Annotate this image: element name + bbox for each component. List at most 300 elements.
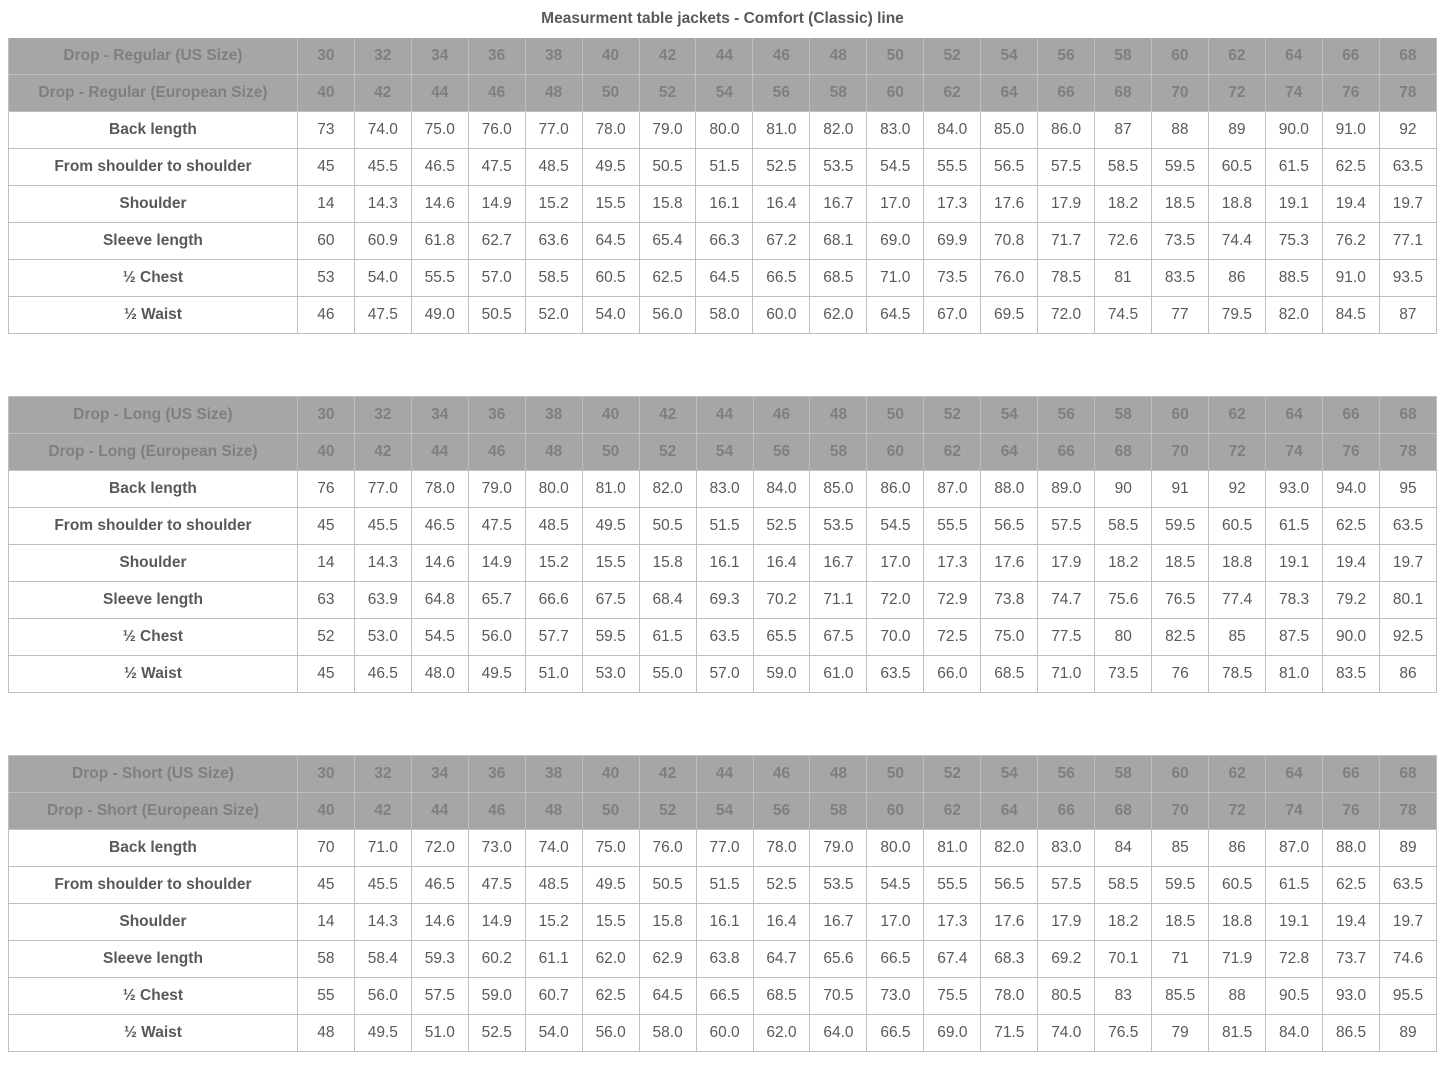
measurement-value: 57.7 <box>525 619 582 656</box>
measurement-value: 61.5 <box>639 619 696 656</box>
measurement-value: 14 <box>297 904 354 941</box>
header-label-us-regular: Drop - Regular (US Size) <box>9 38 298 75</box>
header-row-eu-short <box>9 793 1437 830</box>
measurement-value: 65.4 <box>639 223 696 260</box>
size-header-eu: 56 <box>753 793 810 830</box>
size-header-eu: 40 <box>297 434 354 471</box>
measurement-value: 63.5 <box>696 619 753 656</box>
size-header-eu: 52 <box>639 793 696 830</box>
size-header-eu: 72 <box>1208 75 1265 112</box>
measurement-value: 61.0 <box>810 656 867 693</box>
measurement-value: 72.0 <box>867 582 924 619</box>
measurement-value: 57.5 <box>1038 508 1095 545</box>
measurement-value: 52.5 <box>468 1015 525 1052</box>
measurement-value: 63.6 <box>525 223 582 260</box>
size-header-us: 44 <box>696 38 753 75</box>
size-header-eu: 58 <box>810 793 867 830</box>
measurement-value: 70.1 <box>1095 941 1152 978</box>
measurement-value: 77.4 <box>1209 582 1266 619</box>
measurement-value: 87 <box>1095 112 1152 149</box>
measurement-value: 59.5 <box>1151 149 1208 186</box>
table-row <box>9 260 1437 297</box>
size-header-eu: 52 <box>639 434 696 471</box>
measurement-value: 91.0 <box>1322 260 1379 297</box>
measurement-value: 70.5 <box>810 978 867 1015</box>
measurement-value: 50.5 <box>639 508 696 545</box>
measurement-label: ½ Chest <box>9 978 298 1015</box>
measurement-value: 62.5 <box>582 978 639 1015</box>
header-label-us-long: Drop - Long (US Size) <box>9 397 298 434</box>
size-header-eu: 56 <box>753 75 810 112</box>
measurement-value: 76 <box>297 471 354 508</box>
measurement-value: 68.5 <box>753 978 810 1015</box>
size-header-eu: 66 <box>1038 75 1095 112</box>
size-header-us: 64 <box>1265 38 1322 75</box>
measurement-value: 80.0 <box>525 471 582 508</box>
measurement-value: 47.5 <box>354 297 411 334</box>
measurement-value: 52 <box>297 619 354 656</box>
measurement-value: 63.9 <box>354 582 411 619</box>
measurement-value: 55.0 <box>639 656 696 693</box>
table-row <box>9 978 1437 1015</box>
measurement-label: ½ Chest <box>9 260 298 297</box>
measurement-value: 48.5 <box>525 867 582 904</box>
measurement-value: 79.0 <box>810 830 867 867</box>
measurement-value: 61.1 <box>525 941 582 978</box>
measurement-value: 83.0 <box>1038 830 1095 867</box>
measurement-value: 52.5 <box>753 867 810 904</box>
size-header-eu: 48 <box>525 75 582 112</box>
size-header-us: 40 <box>582 397 639 434</box>
size-header-eu: 74 <box>1266 434 1323 471</box>
measurement-value: 78.5 <box>1209 656 1266 693</box>
measurement-value: 63.5 <box>1379 149 1436 186</box>
title-row <box>9 1 1437 38</box>
measurement-value: 67.2 <box>753 223 810 260</box>
measurement-value: 48.5 <box>525 508 582 545</box>
measurement-value: 18.5 <box>1151 186 1208 223</box>
size-header-us: 32 <box>354 756 411 793</box>
measurement-value: 79.5 <box>1208 297 1265 334</box>
measurement-value: 66.5 <box>867 1015 924 1052</box>
measurement-value: 58.5 <box>1095 508 1152 545</box>
size-header-eu: 40 <box>297 793 354 830</box>
measurement-value: 58 <box>297 941 354 978</box>
measurement-value: 69.0 <box>924 1015 981 1052</box>
size-header-eu: 44 <box>411 793 468 830</box>
measurement-value: 92 <box>1209 471 1266 508</box>
measurement-value: 52.5 <box>753 508 810 545</box>
size-header-us: 40 <box>582 38 639 75</box>
measurement-value: 65.7 <box>468 582 525 619</box>
size-header-us: 56 <box>1038 38 1095 75</box>
measurement-value: 66.0 <box>924 656 981 693</box>
measurement-value: 54.0 <box>582 297 639 334</box>
measurement-value: 74.6 <box>1380 941 1437 978</box>
header-row-eu-regular <box>9 75 1437 112</box>
size-header-eu: 64 <box>981 793 1038 830</box>
measurement-value: 56.0 <box>582 1015 639 1052</box>
measurement-value: 53 <box>297 260 354 297</box>
measurement-value: 60.5 <box>582 260 639 297</box>
measurement-value: 68.4 <box>639 582 696 619</box>
measurement-value: 78.0 <box>753 830 810 867</box>
measurement-value: 85 <box>1152 830 1209 867</box>
size-header-eu: 54 <box>696 793 753 830</box>
header-row-us-long <box>9 397 1437 434</box>
measurement-value: 76.0 <box>468 112 525 149</box>
header-row-us-short <box>9 756 1437 793</box>
size-header-us: 68 <box>1380 756 1437 793</box>
measurement-value: 19.4 <box>1323 904 1380 941</box>
measurement-value: 17.6 <box>981 186 1038 223</box>
size-header-us: 68 <box>1380 397 1437 434</box>
measurement-value: 50.5 <box>468 297 525 334</box>
tables-root <box>8 0 1437 1052</box>
measurement-value: 14 <box>297 545 354 582</box>
measurement-value: 55.5 <box>924 867 981 904</box>
measurement-label: Back length <box>9 830 298 867</box>
size-header-us: 58 <box>1095 397 1152 434</box>
size-header-eu: 52 <box>639 75 696 112</box>
measurement-value: 93.0 <box>1266 471 1323 508</box>
measurement-value: 66.3 <box>696 223 753 260</box>
measurement-value: 80.0 <box>867 830 924 867</box>
measurement-value: 87.0 <box>1266 830 1323 867</box>
size-header-eu: 54 <box>696 434 753 471</box>
measurement-value: 17.0 <box>867 186 924 223</box>
measurement-value: 79.2 <box>1323 582 1380 619</box>
size-header-us: 50 <box>867 756 924 793</box>
size-header-eu: 74 <box>1265 75 1322 112</box>
measurement-value: 49.0 <box>411 297 468 334</box>
measurement-value: 62.0 <box>753 1015 810 1052</box>
measurement-value: 64.5 <box>639 978 696 1015</box>
size-header-us: 50 <box>867 38 924 75</box>
table-row <box>9 830 1437 867</box>
measurement-value: 17.3 <box>924 545 981 582</box>
measurement-value: 89 <box>1380 830 1437 867</box>
measurement-value: 81.5 <box>1209 1015 1266 1052</box>
measurement-value: 15.8 <box>639 186 696 223</box>
measurement-value: 17.3 <box>924 904 981 941</box>
measurement-value: 92 <box>1379 112 1436 149</box>
measurement-value: 86.0 <box>867 471 924 508</box>
size-header-eu: 72 <box>1209 793 1266 830</box>
measurement-label: Sleeve length <box>9 582 298 619</box>
size-header-us: 42 <box>639 397 696 434</box>
measurement-label: Sleeve length <box>9 223 298 260</box>
measurement-value: 80 <box>1095 619 1152 656</box>
measurement-value: 90.0 <box>1323 619 1380 656</box>
measurement-value: 19.7 <box>1380 545 1437 582</box>
measurement-value: 19.1 <box>1265 186 1322 223</box>
measurement-value: 14.6 <box>411 904 468 941</box>
measurement-value: 78.5 <box>1038 260 1095 297</box>
measurement-value: 72.0 <box>1038 297 1095 334</box>
measurement-value: 72.5 <box>924 619 981 656</box>
measurement-value: 83.0 <box>867 112 924 149</box>
measurement-value: 72.9 <box>924 582 981 619</box>
measurement-label: ½ Waist <box>9 1015 298 1052</box>
size-header-eu: 64 <box>981 75 1038 112</box>
measurement-value: 80.0 <box>696 112 753 149</box>
size-header-us: 60 <box>1151 38 1208 75</box>
measurement-value: 77 <box>1151 297 1208 334</box>
measurement-value: 94.0 <box>1323 471 1380 508</box>
size-header-us: 30 <box>297 397 354 434</box>
measurement-value: 72.6 <box>1095 223 1152 260</box>
measurement-value: 89.0 <box>1038 471 1095 508</box>
size-header-us: 48 <box>810 756 867 793</box>
size-header-us: 62 <box>1208 38 1265 75</box>
measurement-value: 62.9 <box>639 941 696 978</box>
measurement-value: 66.5 <box>696 978 753 1015</box>
measurement-value: 60 <box>297 223 354 260</box>
measurement-value: 89 <box>1380 1015 1437 1052</box>
measurement-value: 60.5 <box>1209 508 1266 545</box>
size-header-eu: 54 <box>696 75 753 112</box>
size-header-eu: 76 <box>1322 75 1379 112</box>
measurement-value: 92.5 <box>1380 619 1437 656</box>
size-header-us: 34 <box>411 38 468 75</box>
measurement-value: 63.8 <box>696 941 753 978</box>
table-row <box>9 619 1437 656</box>
measurement-label: Back length <box>9 471 298 508</box>
measurement-value: 75.5 <box>924 978 981 1015</box>
measurement-value: 17.9 <box>1038 904 1095 941</box>
size-header-eu: 66 <box>1038 793 1095 830</box>
measurement-value: 67.0 <box>924 297 981 334</box>
measurement-value: 87.5 <box>1266 619 1323 656</box>
size-header-us: 62 <box>1209 756 1266 793</box>
size-header-eu: 44 <box>411 75 468 112</box>
header-label-eu-short: Drop - Short (European Size) <box>9 793 298 830</box>
table-row <box>9 656 1437 693</box>
size-header-eu: 70 <box>1151 75 1208 112</box>
table-row <box>9 471 1437 508</box>
measurement-value: 45.5 <box>354 508 411 545</box>
measurement-value: 49.5 <box>468 656 525 693</box>
measurement-value: 78.0 <box>582 112 639 149</box>
measurement-value: 81 <box>1095 260 1152 297</box>
measurement-value: 57.0 <box>696 656 753 693</box>
measurement-value: 70.2 <box>753 582 810 619</box>
measurement-value: 83.0 <box>696 471 753 508</box>
measurement-value: 62.5 <box>1322 149 1379 186</box>
measurement-value: 65.5 <box>753 619 810 656</box>
measurement-value: 59.5 <box>1152 867 1209 904</box>
measurement-value: 19.4 <box>1323 545 1380 582</box>
measurement-value: 69.5 <box>981 297 1038 334</box>
measurement-value: 46 <box>297 297 354 334</box>
measurement-value: 76.5 <box>1095 1015 1152 1052</box>
measurement-value: 53.5 <box>810 508 867 545</box>
measurement-value: 76.0 <box>639 830 696 867</box>
size-header-eu: 50 <box>582 793 639 830</box>
measurement-label: From shoulder to shoulder <box>9 508 298 545</box>
measurement-value: 15.8 <box>639 904 696 941</box>
measurement-value: 46.5 <box>354 656 411 693</box>
measurement-value: 51.5 <box>696 149 753 186</box>
measurement-table-long <box>8 396 1437 693</box>
measurement-value: 15.2 <box>525 545 582 582</box>
measurement-value: 17.3 <box>924 186 981 223</box>
measurement-value: 14 <box>297 186 354 223</box>
measurement-value: 59.5 <box>582 619 639 656</box>
size-header-eu: 68 <box>1095 434 1152 471</box>
size-header-us: 58 <box>1095 756 1152 793</box>
measurement-value: 14.9 <box>468 186 525 223</box>
size-header-us: 34 <box>411 397 468 434</box>
size-header-us: 32 <box>354 38 411 75</box>
measurement-value: 85.5 <box>1152 978 1209 1015</box>
size-header-eu: 50 <box>582 434 639 471</box>
measurement-value: 14.3 <box>354 545 411 582</box>
measurement-value: 78.3 <box>1266 582 1323 619</box>
measurement-value: 15.8 <box>639 545 696 582</box>
measurement-value: 66.5 <box>867 941 924 978</box>
measurement-value: 49.5 <box>582 867 639 904</box>
table-row <box>9 1015 1437 1052</box>
measurement-value: 86.0 <box>1038 112 1095 149</box>
size-header-us: 36 <box>468 756 525 793</box>
measurement-value: 69.0 <box>867 223 924 260</box>
measurement-value: 69.2 <box>1038 941 1095 978</box>
measurement-value: 52.5 <box>753 149 810 186</box>
measurement-value: 67.4 <box>924 941 981 978</box>
measurement-value: 68.5 <box>981 656 1038 693</box>
measurement-value: 16.7 <box>810 545 867 582</box>
measurement-value: 46.5 <box>411 149 468 186</box>
measurement-value: 56.0 <box>354 978 411 1015</box>
size-header-us: 66 <box>1323 397 1380 434</box>
measurement-value: 56.5 <box>981 149 1038 186</box>
size-header-us: 52 <box>924 397 981 434</box>
measurement-value: 81.0 <box>753 112 810 149</box>
size-header-eu: 44 <box>411 434 468 471</box>
measurement-value: 16.7 <box>810 186 867 223</box>
measurement-value: 74.0 <box>525 830 582 867</box>
measurement-value: 53.5 <box>810 867 867 904</box>
size-header-us: 68 <box>1379 38 1436 75</box>
size-header-us: 30 <box>297 756 354 793</box>
measurement-value: 86.5 <box>1323 1015 1380 1052</box>
size-header-us: 48 <box>810 397 867 434</box>
measurement-value: 55.5 <box>924 508 981 545</box>
measurement-value: 19.4 <box>1322 186 1379 223</box>
measurement-value: 71 <box>1152 941 1209 978</box>
measurement-value: 18.8 <box>1209 545 1266 582</box>
measurement-value: 82.0 <box>1265 297 1322 334</box>
measurement-value: 17.9 <box>1038 186 1095 223</box>
size-header-eu: 48 <box>525 793 582 830</box>
measurement-value: 84.0 <box>1266 1015 1323 1052</box>
measurement-value: 48.0 <box>411 656 468 693</box>
table-row <box>9 582 1437 619</box>
size-header-us: 54 <box>981 397 1038 434</box>
measurement-value: 62.5 <box>639 260 696 297</box>
size-header-us: 52 <box>924 756 981 793</box>
measurement-label: ½ Chest <box>9 619 298 656</box>
measurement-value: 15.5 <box>582 186 639 223</box>
measurement-value: 73.7 <box>1323 941 1380 978</box>
size-header-eu: 42 <box>354 75 411 112</box>
measurement-value: 45.5 <box>354 149 411 186</box>
size-header-us: 56 <box>1038 397 1095 434</box>
size-header-us: 60 <box>1152 756 1209 793</box>
size-header-us: 40 <box>582 756 639 793</box>
measurement-value: 69.9 <box>924 223 981 260</box>
size-header-us: 54 <box>981 756 1038 793</box>
measurement-value: 84.5 <box>1322 297 1379 334</box>
measurement-value: 67.5 <box>582 582 639 619</box>
measurement-value: 18.2 <box>1095 186 1152 223</box>
measurement-value: 60.0 <box>696 1015 753 1052</box>
measurement-value: 56.5 <box>981 508 1038 545</box>
size-header-eu: 60 <box>867 75 924 112</box>
measurement-value: 15.5 <box>582 545 639 582</box>
size-header-us: 48 <box>810 38 867 75</box>
size-header-us: 46 <box>753 397 810 434</box>
measurement-value: 72.0 <box>411 830 468 867</box>
size-header-us: 66 <box>1322 38 1379 75</box>
size-header-eu: 72 <box>1209 434 1266 471</box>
measurement-value: 54.0 <box>525 1015 582 1052</box>
size-header-us: 36 <box>468 397 525 434</box>
measurement-value: 70.0 <box>867 619 924 656</box>
measurement-value: 64.5 <box>867 297 924 334</box>
measurement-label: ½ Waist <box>9 297 298 334</box>
size-header-us: 58 <box>1095 38 1152 75</box>
measurement-table-short <box>8 755 1437 1052</box>
measurement-value: 47.5 <box>468 149 525 186</box>
measurement-value: 83.5 <box>1151 260 1208 297</box>
table-row <box>9 149 1437 186</box>
table-row <box>9 297 1437 334</box>
measurement-value: 54.5 <box>867 149 924 186</box>
size-header-eu: 56 <box>753 434 810 471</box>
measurement-value: 17.6 <box>981 545 1038 582</box>
measurement-value: 53.0 <box>354 619 411 656</box>
measurement-value: 18.5 <box>1152 904 1209 941</box>
measurement-value: 17.0 <box>867 904 924 941</box>
measurement-value: 90 <box>1095 471 1152 508</box>
measurement-value: 50.5 <box>639 867 696 904</box>
measurement-value: 16.1 <box>696 186 753 223</box>
measurement-value: 54.5 <box>867 867 924 904</box>
table-row <box>9 223 1437 260</box>
size-header-eu: 62 <box>924 75 981 112</box>
measurement-value: 62.5 <box>1323 508 1380 545</box>
measurement-value: 78.0 <box>411 471 468 508</box>
measurement-value: 75.0 <box>582 830 639 867</box>
size-header-us: 42 <box>639 756 696 793</box>
measurement-value: 71.9 <box>1209 941 1266 978</box>
table-row <box>9 186 1437 223</box>
measurement-value: 73.5 <box>1095 656 1152 693</box>
measurement-value: 49.5 <box>354 1015 411 1052</box>
measurement-value: 16.7 <box>810 904 867 941</box>
measurement-value: 75.0 <box>411 112 468 149</box>
measurement-value: 47.5 <box>468 508 525 545</box>
measurement-value: 75.3 <box>1265 223 1322 260</box>
measurement-label: Shoulder <box>9 186 298 223</box>
measurement-value: 57.5 <box>1038 149 1095 186</box>
measurement-value: 81.0 <box>1266 656 1323 693</box>
size-header-eu: 58 <box>810 75 867 112</box>
measurement-value: 80.5 <box>1038 978 1095 1015</box>
